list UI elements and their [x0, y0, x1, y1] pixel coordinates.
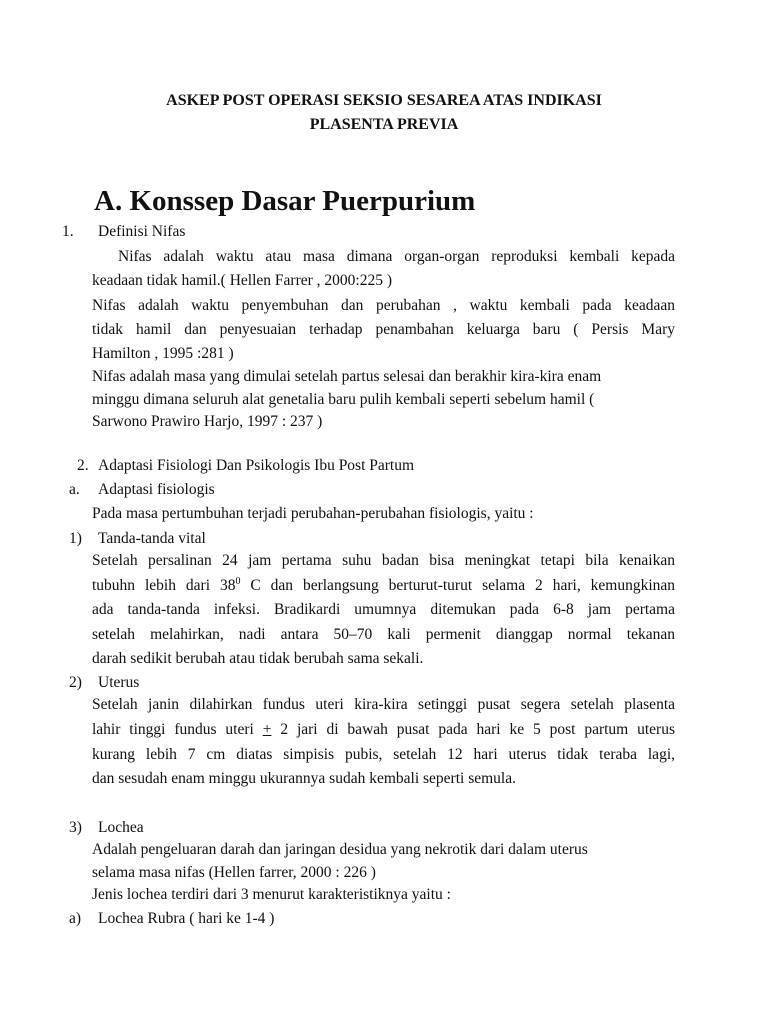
- paragraph-line: keadaan tidak hamil.( Hellen Farrer , 2000:225 ): [92, 272, 392, 289]
- section-2-number: 2.: [77, 457, 89, 474]
- item-1-label: 1): [69, 530, 82, 547]
- paragraph-line: Adalah pengeluaran darah dan jaringan desidua yang nekrotik dari dalam uterus: [92, 841, 588, 858]
- paragraph-line: Nifas adalah waktu atau masa dimana organ-organ reproduksi kembali kepada: [118, 248, 675, 265]
- text-segment: tubuhn lebih dari 38: [92, 577, 236, 594]
- item-3-label: 3): [69, 819, 82, 836]
- paragraph-line: Nifas adalah waktu penyembuhan dan perubahan , waktu kembali pada keadaan: [92, 297, 675, 314]
- item-2-label: 2): [69, 674, 82, 691]
- paragraph-line: Setelah persalinan 24 jam pertama suhu badan bisa meningkat tetapi bila kenaikan: [92, 552, 675, 569]
- degree-superscript: 0: [235, 576, 241, 587]
- paragraph-line: Setelah janin dilahirkan fundus uteri kira-kira setinggi pusat segera setelah plasenta: [92, 696, 675, 713]
- paragraph-line: kurang lebih 7 cm diatas simpisis pubis, setelah 12 hari uterus tidak teraba lagi,: [92, 746, 675, 763]
- paragraph-line: Pada masa pertumbuhan terjadi perubahan-perubahan fisiologis, yaitu :: [92, 505, 534, 522]
- paragraph-line: selama masa nifas (Hellen farrer, 2000 : 226 ): [92, 864, 376, 881]
- text-segment: lahir tinggi fundus uteri: [92, 721, 263, 738]
- text-segment: 2 jari di bawah pusat pada hari ke 5 post partum uterus: [271, 721, 676, 738]
- document-title-line-1: ASKEP POST OPERASI SEKSIO SESAREA ATAS INDIKASI: [166, 92, 602, 109]
- section-1-title: Definisi Nifas: [98, 223, 186, 240]
- paragraph-line: dan sesudah enam minggu ukurannya sudah kembali seperti semula.: [92, 770, 516, 787]
- paragraph-line: ada tanda-tanda infeksi. Bradikardi umumnya ditemukan pada 6-8 jam pertama: [92, 601, 675, 618]
- item-3-title: Lochea: [98, 819, 144, 836]
- section-heading: A. Konssep Dasar Puerpurium: [94, 185, 476, 217]
- item-a-title: Lochea Rubra ( hari ke 1-4 ): [98, 910, 275, 927]
- item-a-label: a): [69, 910, 82, 927]
- paragraph-line: setelah melahirkan, nadi antara 50–70 kali permenit dianggap normal tekanan: [92, 626, 675, 643]
- paragraph-line: [92, 576, 675, 596]
- paragraph-line: darah sedikit berubah atau tidak berubah sama sekali.: [92, 650, 424, 667]
- section-2-title: Adaptasi Fisiologi Dan Psikologis Ibu Post Partum: [98, 457, 415, 474]
- plus-minus-symbol: +: [262, 721, 272, 738]
- paragraph-line: minggu dimana seluruh alat genetalia baru pulih kembali seperti sebelum hamil (: [92, 391, 595, 408]
- item-1-title: Tanda-tanda vital: [98, 530, 206, 547]
- paragraph-line: Nifas adalah masa yang dimulai setelah partus selesai dan berakhir kira-kira enam: [92, 368, 602, 385]
- text-segment: C dan berlangsung berturut-turut selama 2 hari, kemungkinan: [240, 577, 676, 594]
- item-2-title: Uterus: [98, 674, 140, 691]
- paragraph-line: Hamilton , 1995 :281 ): [92, 345, 234, 362]
- subsection-a-title: Adaptasi fisiologis: [98, 481, 215, 498]
- paragraph-line: Jenis lochea terdiri dari 3 menurut karakteristiknya yaitu :: [92, 886, 451, 903]
- paragraph-line: Sarwono Prawiro Harjo, 1997 : 237 ): [92, 413, 323, 430]
- section-1-number: 1.: [62, 223, 74, 240]
- paragraph-line: tidak hamil dan penyesuaian terhadap penambahan keluarga baru ( Persis Mary: [92, 321, 675, 338]
- document-title-line-2: PLASENTA PREVIA: [309, 116, 459, 133]
- subsection-a-label: a.: [69, 481, 80, 498]
- paragraph-line: [92, 720, 675, 740]
